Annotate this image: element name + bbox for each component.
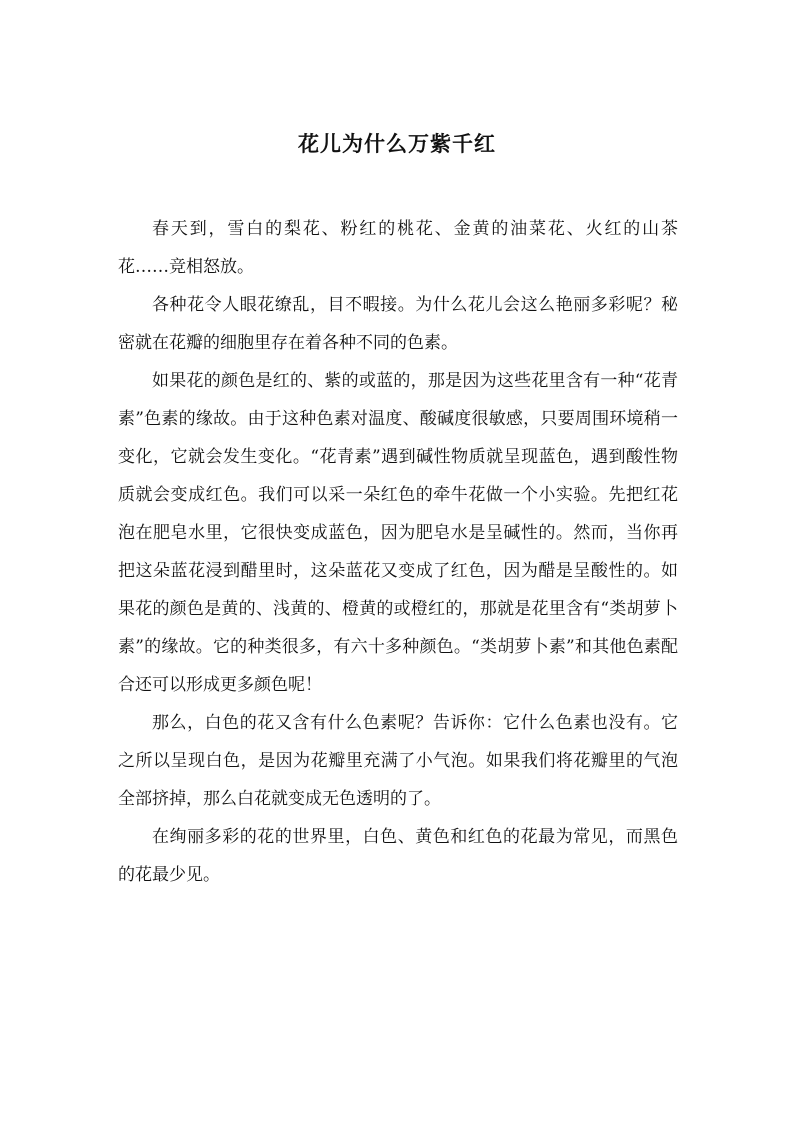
- paragraph-4: 那么，白色的花又含有什么色素呢？告诉你：它什么色素也没有。它之所以呈现白色，是因为花瓣里充满了小气泡。如果我们将花瓣里的气泡全部挤掉，那么白花就变成无色透明的了。: [118, 713, 678, 809]
- paragraph-3: 如果花的颜色是红的、紫的或蓝的，那是因为这些花里含有一种“花青素”色素的缘故。由于这种色素对温度、酸碱度很敏感，只要周围环境稍一变化，它就会发生变化。“花青素”遇到碱性物质就呈现蓝色，遇到酸性物质就会变成红色。我们可以采一朵红色的牵牛花做一个小实验。先把红花泡在肥皂水里，它很快变成蓝色，因为肥皂水是呈碱性的。然而，当你再把这朵蓝花浸到醋里时，这朵蓝花又变成了红色，因为醋是呈酸性的。如果花的颜色是黄的、浅黄的、橙黄的或橙红的，那就是花里含有“类胡萝卜素”的缘故。它的种类很多，有六十多种颜色。“类胡萝卜素”和其他色素配合还可以形成更多颜色呢！: [118, 371, 678, 695]
- paragraph-1: 春天到，雪白的梨花、粉红的桃花、金黄的油菜花、火红的山茶花……竞相怒放。: [118, 219, 678, 277]
- paragraph-2: 各种花令人眼花缭乱，目不暇接。为什么花儿会这么艳丽多彩呢？秘密就在花瓣的细胞里存在着各种不同的色素。: [118, 295, 678, 353]
- document-title: 花儿为什么万紫千红: [298, 132, 496, 156]
- paragraph-5: 在绚丽多彩的花的世界里，白色、黄色和红色的花最为常见，而黑色的花最少见。: [118, 827, 678, 885]
- document-body: [118, 210, 678, 894]
